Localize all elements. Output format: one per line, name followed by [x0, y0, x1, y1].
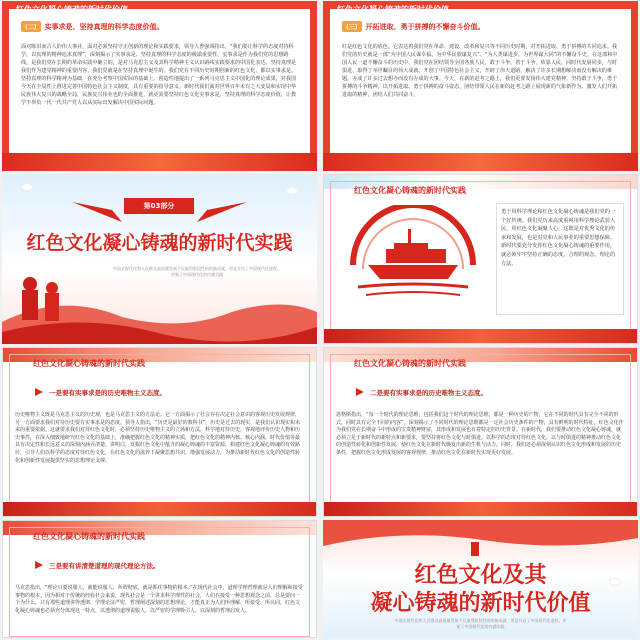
subtitle-text: 开拓进取、勇于拼搏的不懈奋斗价值。	[365, 23, 485, 31]
closing-note: 中国式现代化和人民群众高质量发展不仅取得阶段性的的新成就，更是开启了中国现代化进程，更新了中国现代化的内涵实践	[394, 618, 567, 629]
slide-1[interactable]	[2, 1, 317, 171]
body-text: 面对陈旧而古人的伟大事业，面对必须坚持守正创新的理论和实践要求，领导人曾强调指出，“我们要让科学的态度对待科学，以真理的精神追求真理”，深刻揭示了实事求是、坚持真理的科学态度的极端重要性。实事求是作为我们党的思想路线，是我们党在长期的革命实践中确立的，是对马克思主义及其科学精神主义认识路线实践要求的中国化表达。坚持真理是我们作为建党精神的重要内容，我们党就是在坚持真理中诞生的。我们党在不同历史时期创新的红色文化，都以实事求是、坚持真理的科学精神为基础，在充分考察中国实际的基础上，创造性地提出了一系列马克思主义中国化的理论成果，对我国今天在全局性上推进完善中国特色社会主义制度，具有重要的指导意义。新时代我们面对世界百年未有之大变局和实现中华民族伟大复兴的战略全局，民族复兴伟业也的全面推进，就更需要坚持红色文化实事求是，坚持真理的科学态度价值，让教学不辜负一代一代共产党人以从实际出发解决中国实际问题。	[21, 44, 297, 106]
red-banner	[2, 153, 317, 171]
slide-subtitle	[342, 21, 485, 32]
slide-7[interactable]	[2, 520, 317, 638]
section-note: 中国式现代化和人民群众高质量发展不仅取得阶段性的的新成就，更是开启了中国现代化进程，更新了中国现代化的内涵实践	[113, 266, 281, 277]
red-boat-emblem-icon	[338, 205, 488, 325]
slide-6[interactable]	[323, 347, 638, 517]
body-text: 勇于用科学理论和红色文化凝心铸魂是我们党的一个好传统。我们党历来高度重视用科学理论武装人民，用红色文化凝聚人心，这既是对优秀文化的传承和发展，也是对党和人民事业的重要思想保障。新时代要充分发挥红色文化凝心铸魂的重要作用，就必须牢牢坚持正确的态度，合理的观念，理论的方法。	[501, 209, 616, 267]
slide-3[interactable]	[2, 174, 317, 344]
dove-icon	[609, 578, 621, 586]
tower-icon	[471, 542, 479, 556]
red-banner	[324, 329, 637, 343]
slide-content	[9, 9, 310, 171]
body-text: 恩格斯指出，“每一个时代的理论思维，包括我们这个时代的理论思维，都是一种历史的产物，它在不同的时代具有完全不同的形式，同时具有完全不同的内容”。深刻揭示了不同时代的理论思维都是一定社会历史条件的产物，具有鲜明的时代特征。红色文化作为我们党在长期奋斗中形成的宝贵精神财富，其形成和发展也有着特定的历史背景。在新时代，我们要推动红色文化凝心铸魂，就必须立足于新时代的新特点和新要求，要坚持将红色文化与时俱进，以科学的态度对待红色文化，以与时俱进的精神推动红色文化的创造性转化和创新性发展，使红色文化在新时代焕发出新的生机与活力。同时，我们还必须深刻认识红色文化形成和发展的历史条件，把握红色文化形成发展的客观规律，推动红色文化在新时代实现更好发展。	[336, 412, 624, 456]
slide-subtitle: 一是要有实事求是的历史唯物主义态度。	[49, 389, 166, 397]
body-text: 红是红色文化的底色。它表达着我们党在革命、建设、改革和复兴等不同历史时期，对开拓进取、勇于拼搏的共同追求。我们党的历史就是一部“为中国人民谋幸福、为中华民族谋复兴”、“为人类谋进步、为世界谋大同”的不懈奋斗史。在这部和中国人民一道不懈奋斗的历史中，我们党在团结领导全国各族人民，敢于斗争，善于斗争，依靠人民，同时代发展同步，与时俱进，取得了举世瞩目的伟大成就。开创了中国特色社会主义，开辟了伟大道路，解决了许多长期想解决而没有解决的难题，办成了许多过去想办而没有办成的大事。今天，在新的赶考之路上，我们更要发扬伟大建党精神，坚持敢于斗争，勇于拼搏的斗争精神，以开拓进取、勇于拼搏的奋斗姿态，团结带领人民在新的赶考之路上展现新的气象新作为。激发人们开拓进取的精神，团结人们共同奋斗。	[342, 44, 618, 98]
red-petals-graphic	[323, 520, 638, 560]
text-box	[496, 203, 624, 315]
section-title: 红色文化凝心铸魂的新时代实践	[26, 232, 293, 254]
subtitle-text: 实事求是、坚持真理的科学态度价值。	[44, 23, 164, 31]
silhouette-graphic	[2, 262, 317, 344]
closing-title-line2: 凝心铸魂的新时代价值	[370, 590, 591, 616]
dove-icon	[287, 188, 297, 194]
slide-2[interactable]	[323, 1, 638, 171]
red-banner	[3, 502, 316, 516]
body-text: 马克思指出，“理论只要说服人，就能说服人。所谓彻底，就是抓住事物的根本。”在现代社会中，道理学理哲理就是人们理解和接受事物的根本。因为相对于传统的经验社会来说，现代社会是一个讲求科学理性的社会，人们在接受一种思想观念之前，总是要问一个为什么，只有那些道理讲得透彻、学理论证严密、哲理阐述深刻的思想理论，才能真正为人们所理解、所接受、所认同。红色文化凝心铸魂也必须充分体现这一特点，以透彻的道理说服人，以严密的学理吸引人，以深刻的哲理启发人。	[15, 585, 303, 614]
slide-header: 红色文化凝心铸魂的新时代实践	[33, 359, 145, 368]
slide-content	[330, 9, 631, 171]
arrow-icon	[17, 561, 43, 569]
body-text: 历史唯物主义既是马克思主义的历史观，也是马克思主义的方法论。它一方面揭示了社会存在决定社会意识的客观历史发展规律，另一方面要求我们对待历史要有实事求是的态度。领导人指出，“历史是最好的教科书”，历史是过去的现实，是我们认识现实和未来的重要依据。这就要求我们对待红色文化时，必须坚持历史唯物主义的立场和方法，科学地对待历史，客观地评价历史人物和历史事件，在深入细致地研究红色文化的基础上，准确把握红色文化的精神实质，把红色文化的精神内核、核心内涵、时代价值等最具有决定性和长远意义的深刻内涵弄清楚、讲明白，发掘红色文化中蕴含的凝心铸魂的丰富资源，构建红色文化凝心铸魂的有效路径，引导人们以科学的态度对待红色文化，在红色文化的滋养下凝聚思想共识，增强发展动力，为推动新时代红色文化的创造性转化和创新性发展提供坚实的思想理论支撑。	[15, 412, 301, 464]
slide-header: 红色文化凝心铸魂的新时代实践	[33, 532, 145, 541]
slide-subtitle: 三是要有讲清楚道理的现代理论方法。	[49, 562, 160, 570]
slide-8[interactable]	[323, 520, 638, 638]
arrow-icon	[17, 388, 43, 396]
closing-title-line1: 红色文化及其	[414, 562, 547, 588]
content-border	[9, 527, 310, 637]
slide-subtitle: 二是要有实事求是的历史唯物主义态度。	[370, 389, 487, 397]
arrow-icon	[338, 388, 364, 396]
part-badge: 第03部分	[124, 198, 194, 214]
dove-icon	[22, 184, 32, 190]
red-banner	[323, 153, 638, 171]
slide-5[interactable]	[2, 347, 317, 517]
red-banner	[324, 502, 637, 516]
section-tag: (三)	[342, 21, 362, 32]
slide-header: 红色文化凝心铸魂的新时代实践	[354, 186, 466, 195]
section-tag: (二)	[21, 21, 41, 32]
slide-4[interactable]	[323, 174, 638, 344]
slide-header: 红色文化凝心铸魂的新时代实践	[354, 359, 466, 368]
slide-subtitle	[21, 21, 164, 32]
